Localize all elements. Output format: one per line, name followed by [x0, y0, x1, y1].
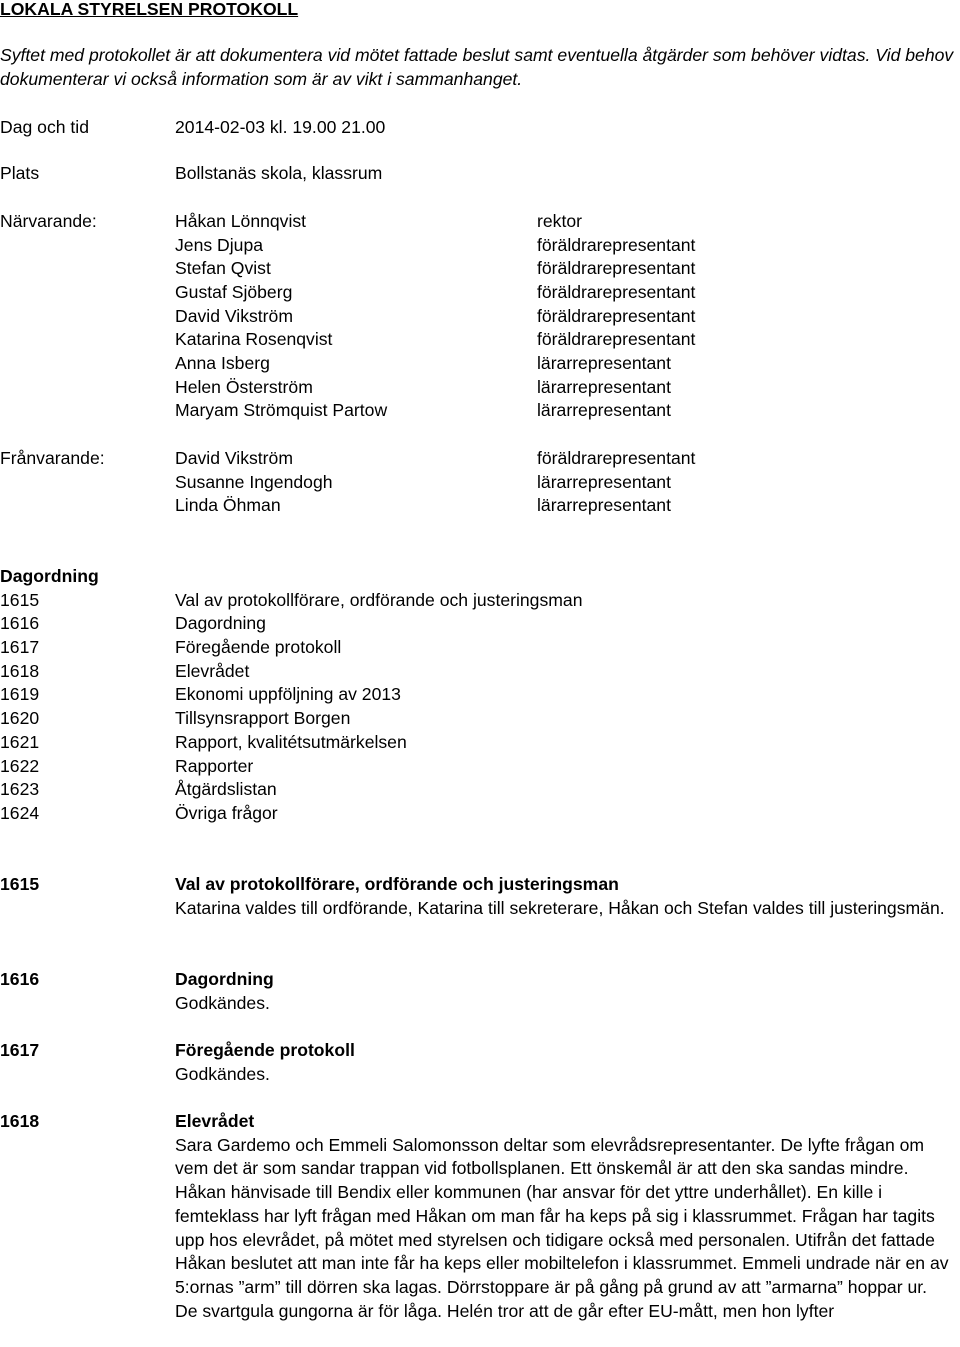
attendee-name: Katarina Rosenqvist: [175, 329, 333, 349]
attendee-name: Anna Isberg: [175, 353, 270, 373]
agenda-item-number: 1623: [0, 779, 40, 799]
attendee-role: föräldrarepresentant: [537, 306, 696, 326]
absentee-name: Linda Öhman: [175, 495, 281, 515]
section-title: Val av protokollförare, ordförande och justeringsman: [175, 874, 619, 894]
agenda-item-number: 1615: [0, 590, 40, 610]
attendee-name: Gustaf Sjöberg: [175, 282, 293, 302]
section-paragraph: Godkändes.: [175, 992, 270, 1013]
agenda-item-number: 1619: [0, 684, 40, 704]
agenda-item-text: Rapport, kvalitétsutmärkelsen: [175, 732, 407, 752]
agenda-item-number: 1621: [0, 732, 40, 752]
intro-text: Syftet med protokollet är att dokumentera vid mötet fattade beslut samt eventuella åtgärder som behöver vidtas. Vid behov dokumenterar vi också information som är av vikt i sammanhanget.: [0, 45, 954, 89]
agenda-item-text: Val av protokollförare, ordförande och justeringsman: [175, 590, 583, 610]
section-number: 1616: [0, 969, 40, 989]
section-paragraph: Katarina valdes till ordförande, Katarina till sekreterare, Håkan och Stefan valdes till justeringsmän.: [175, 897, 945, 918]
date-value: 2014-02-03 kl. 19.00 21.00: [175, 117, 386, 137]
attendee-role: föräldrarepresentant: [537, 329, 696, 349]
attendee-name: David Vikström: [175, 306, 293, 326]
attendee-role: lärarrepresentant: [537, 377, 671, 397]
attendee-role: lärarrepresentant: [537, 353, 671, 373]
agenda-item-text: Rapporter: [175, 756, 254, 776]
attendee-name: Håkan Lönnqvist: [175, 211, 307, 231]
agenda-item-text: Ekonomi uppföljning av 2013: [175, 684, 401, 704]
document-title: LOKALA STYRELSEN PROTOKOLL: [0, 0, 299, 19]
agenda-item-text: Elevrådet: [175, 661, 250, 681]
attendee-name: Helen Österström: [175, 377, 313, 397]
agenda-item-text: Föregående protokoll: [175, 637, 342, 657]
section-number: 1615: [0, 874, 40, 894]
section-number: 1618: [0, 1111, 40, 1131]
agenda-item-text: Dagordning: [175, 613, 266, 633]
absentee-role: lärarrepresentant: [537, 495, 671, 515]
attendee-role: föräldrarepresentant: [537, 282, 696, 302]
section-title: Föregående protokoll: [175, 1040, 355, 1060]
place-value: Bollstanäs skola, klassrum: [175, 163, 383, 183]
agenda-item-number: 1617: [0, 637, 40, 657]
section-1616: [175, 968, 960, 1015]
section-paragraph: De svartgula gungorna är för låga. Helén tror att de går efter EU-mått, men hon lyfter: [175, 1300, 835, 1321]
section-paragraph: Godkändes.: [175, 1063, 270, 1084]
section-1617: [175, 1039, 960, 1086]
section-number: 1617: [0, 1040, 40, 1060]
section-1615: [175, 873, 960, 920]
present-label: Närvarande:: [0, 211, 97, 231]
agenda-item-number: 1616: [0, 613, 40, 633]
absentee-name: Susanne Ingendogh: [175, 472, 333, 492]
agenda-item-number: 1618: [0, 661, 40, 681]
attendee-name: Maryam Strömquist Partow: [175, 400, 388, 420]
attendee-name: Jens Djupa: [175, 235, 264, 255]
agenda-item-text: Tillsynsrapport Borgen: [175, 708, 351, 728]
agenda-item-text: Åtgärdslistan: [175, 779, 277, 799]
section-title: Dagordning: [175, 969, 274, 989]
attendee-name: Stefan Qvist: [175, 258, 271, 278]
agenda-item-number: 1622: [0, 756, 40, 776]
attendee-role: lärarrepresentant: [537, 400, 671, 420]
agenda-item-number: 1620: [0, 708, 40, 728]
absentee-name: David Vikström: [175, 448, 293, 468]
agenda-item-text: Övriga frågor: [175, 803, 278, 823]
attendee-role: föräldrarepresentant: [537, 258, 696, 278]
attendee-role: föräldrarepresentant: [537, 235, 696, 255]
agenda-item-number: 1624: [0, 803, 40, 823]
date-label: Dag och tid: [0, 117, 89, 137]
section-1618: [175, 1110, 960, 1323]
section-title: Elevrådet: [175, 1111, 255, 1131]
attendee-role: rektor: [537, 211, 582, 231]
absentee-role: föräldrarepresentant: [537, 448, 696, 468]
absentee-role: lärarrepresentant: [537, 472, 671, 492]
place-label: Plats: [0, 163, 40, 183]
section-paragraph: Sara Gardemo och Emmeli Salomonsson deltar som elevrådsrepresentanter. De lyfte frågan om vem det är som sandar trappan vid fotbollsplanen. Ett önskemål är att den ska sandas mindre. Håkan hänvisade till Bendix eller kommunen (har ansvar för det yttre underhållet). En kille i femteklass har lyft frågan med Håkan om man får ha keps på sig i klassrummet. Frågan har tagits upp hos elevrådet, på mötet med styrelsen och tidigare också med personalen. Utifrån det fattade Håkan beslutet att man inte får ha keps eller mobiltelefon i klassrummet. Emmeli undrade när en av 5:ornas ”arm” till dörren ska lagas. Dörrstoppare är på gång på grund av att ”armarna” hoppar ur.: [175, 1134, 949, 1297]
agenda-heading: Dagordning: [0, 566, 99, 586]
absent-label: Frånvarande:: [0, 448, 105, 468]
